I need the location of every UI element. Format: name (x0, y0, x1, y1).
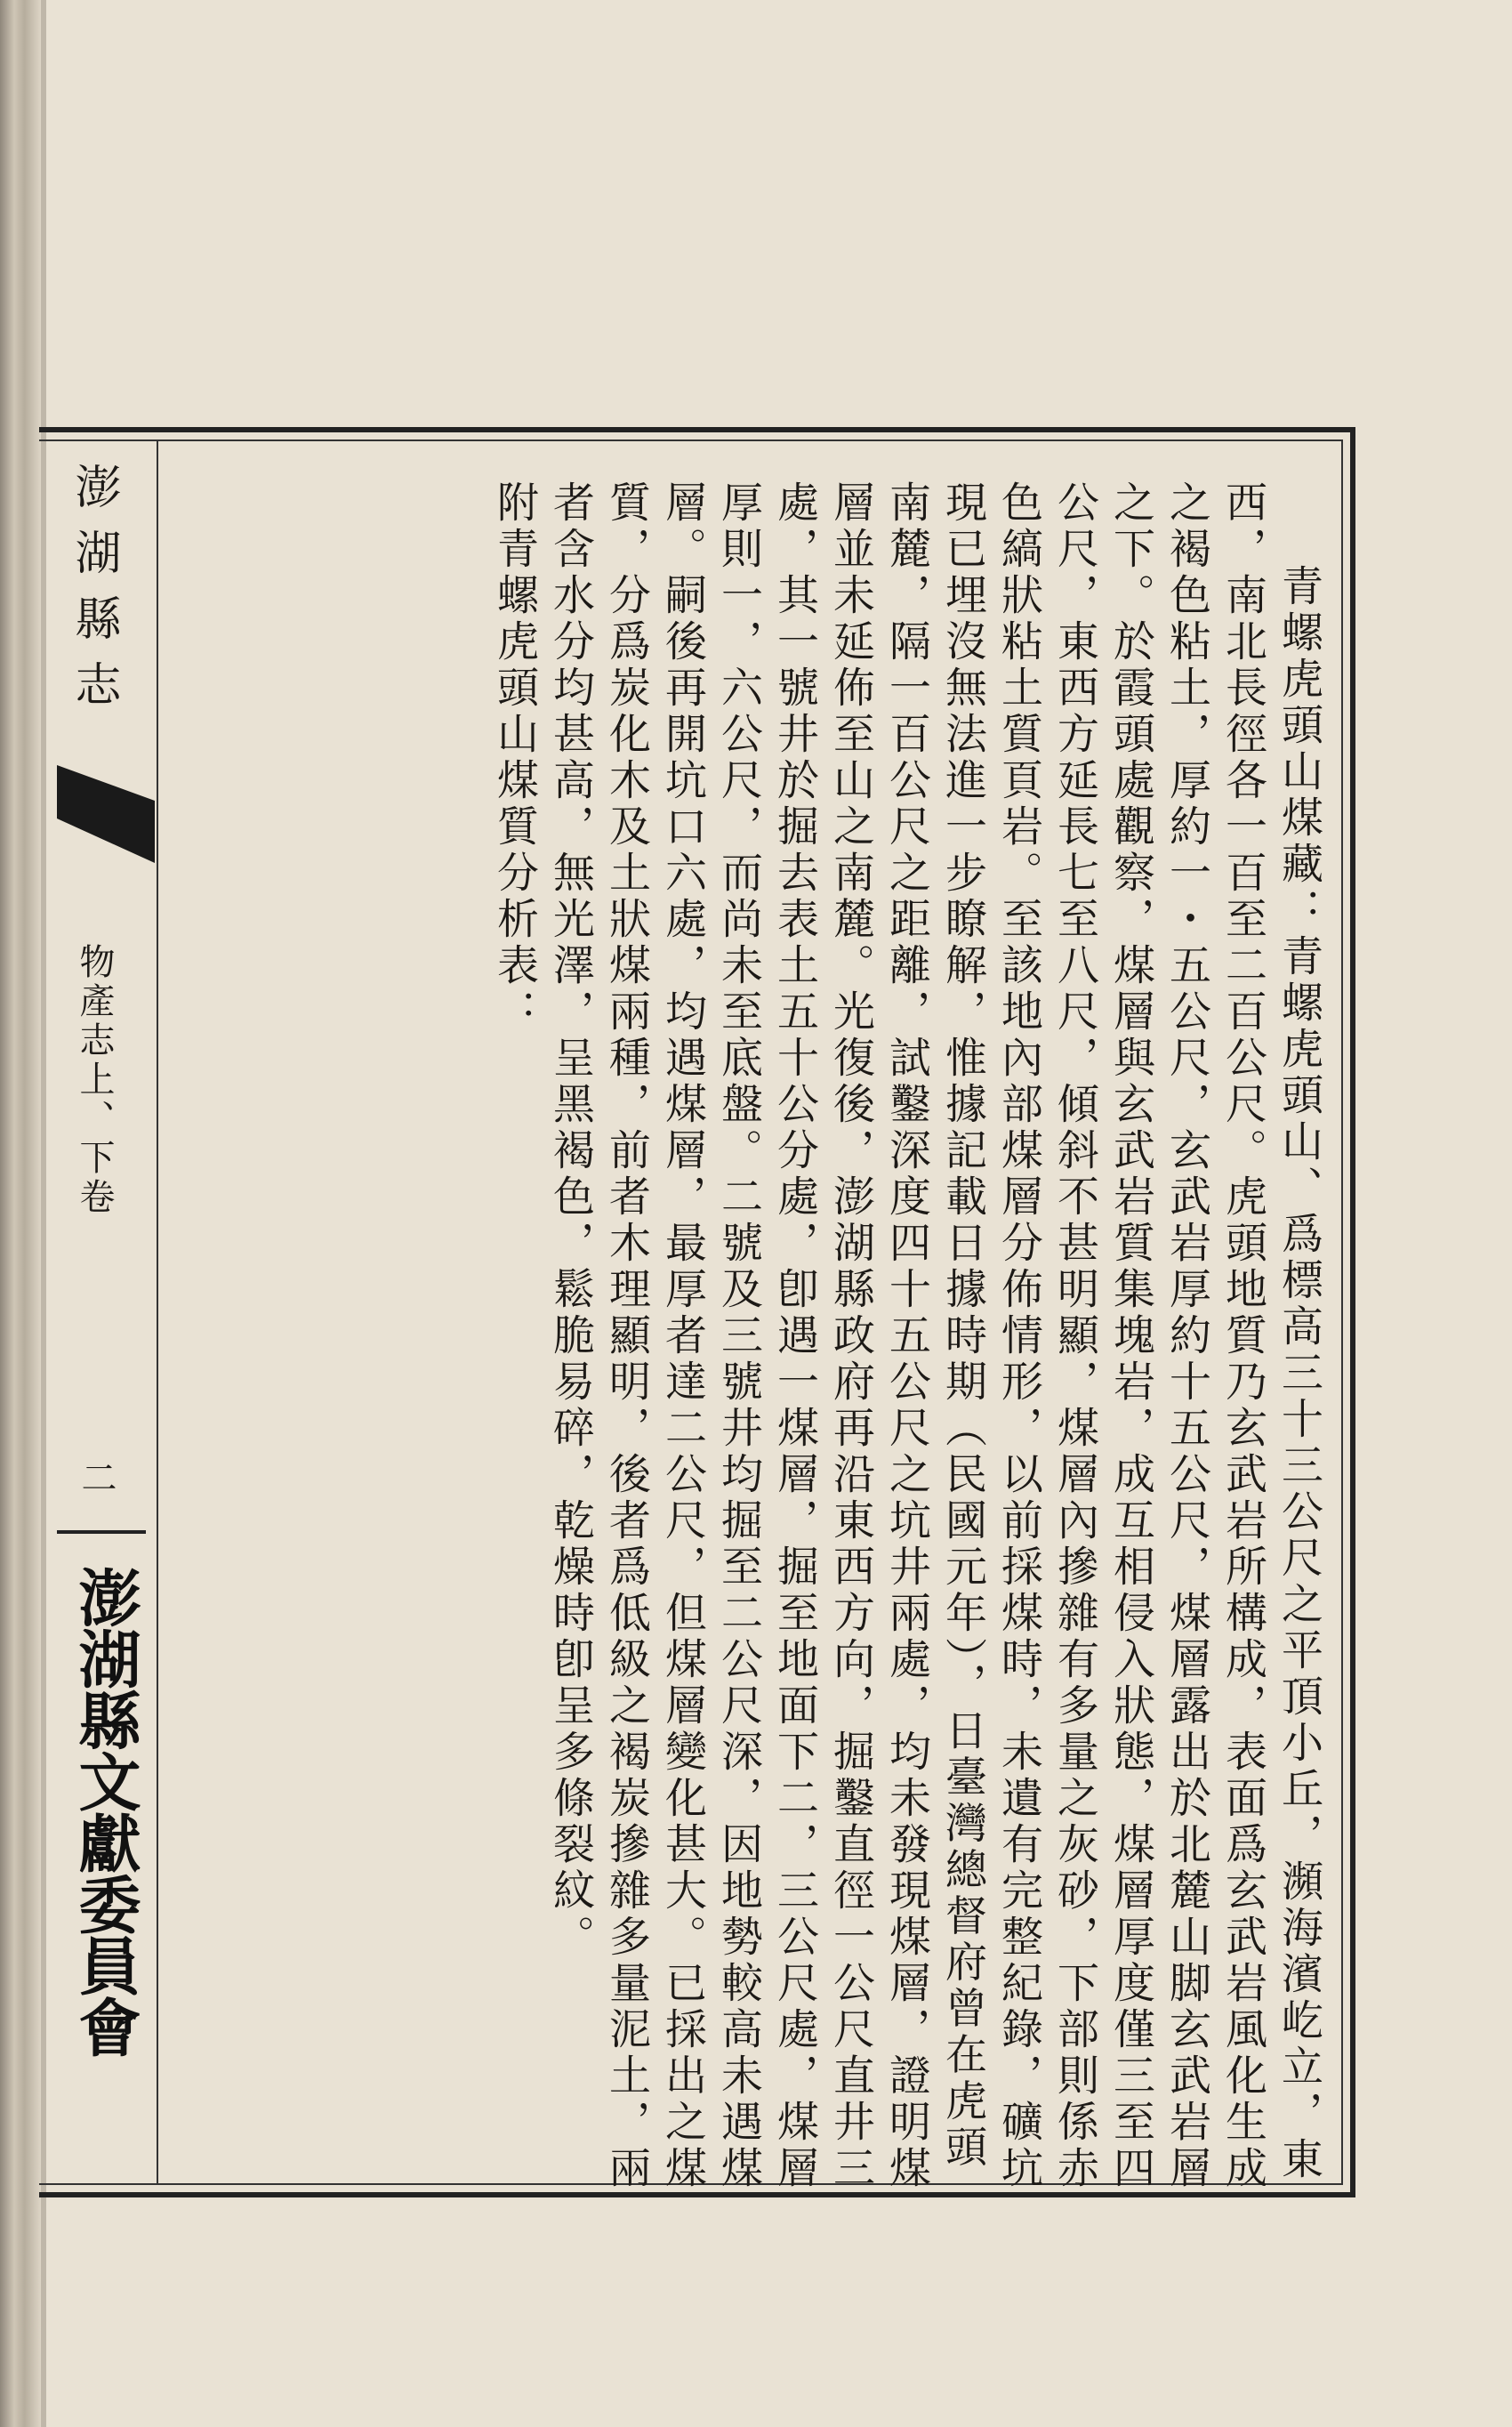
margin-rule (57, 1530, 146, 1534)
book-title: 澎湖縣志 (67, 463, 120, 726)
text-column: 公尺，東西方延長七至八尺，傾斜不甚明顯，煤層內摻雜有多量之灰砂，下部則係赤 (1050, 480, 1099, 2192)
text-column: 色縞狀粘土質頁岩。至該地內部煤層分佈情形，以前採煤時，未遺有完整紀錄，礦坑 (994, 480, 1043, 2192)
book-spine (0, 0, 41, 2427)
text-column: 現已埋沒無法進一步瞭解，惟據記載日據時期（民國元年），日臺灣總督府曾在虎頭 (938, 480, 987, 2172)
text-column: 層。嗣後再開坑口六處，均遇煤層，最厚者達二公尺，但煤層變化甚大。已採出之煤 (658, 480, 707, 2192)
text-column: 層並未延佈至山之南麓。光復後，澎湖縣政府再沿東西方向，掘鑿直徑一公尺直井三 (826, 480, 875, 2192)
text-column: 西，南北長徑各一百至二百公尺。虎頭地質乃玄武岩所構成，表面爲玄武岩風化生成 (1218, 480, 1267, 2192)
text-column: 之褐色粘土，厚約一・五公尺，玄武岩厚約十五公尺，煤層露出於北麓山脚玄武岩層 (1162, 480, 1211, 2192)
text-column: 質，分爲炭化木及土狀煤兩種，前者木理顯明，後者爲低級之褐炭摻雜多量泥土，兩 (602, 480, 651, 2192)
section-title: 物產志上、下卷 (74, 943, 115, 1217)
text-column: 處，其一號井於掘去表土五十公分處，卽遇一煤層，掘至地面下二，三公尺處，煤層 (770, 480, 819, 2192)
text-column: 南麓，隔一百公尺之距離，試鑿深度四十五公尺之坑井兩處，均未發現煤層，證明煤 (882, 480, 931, 2192)
publisher-name: 澎湖縣文獻委員會 (68, 1566, 142, 2057)
page-number: 二 (76, 1459, 117, 1495)
text-column: 青螺虎頭山煤藏：青螺虎頭山、爲標高三十三公尺之平頂小丘，瀕海濱屹立，東 (1275, 564, 1323, 2183)
text-column: 者含水分均甚高，無光澤，呈黑褐色，鬆脆易碎，乾燥時卽呈多條裂紋。 (546, 480, 595, 1961)
main-text (487, 480, 1327, 2192)
text-column: 之下。於霞頭處觀察，煤層與玄武岩質集塊岩，成互相侵入狀態，煤層厚度僅三至四 (1106, 480, 1155, 2192)
text-column: 厚則一，六公尺，而尚未至底盤。二號及三號井均掘至二公尺深，因地勢較高未遇煤 (714, 480, 763, 2192)
fish-tail-mark-icon (57, 765, 155, 863)
text-column: 附青螺虎頭山煤質分析表： (490, 480, 539, 1036)
